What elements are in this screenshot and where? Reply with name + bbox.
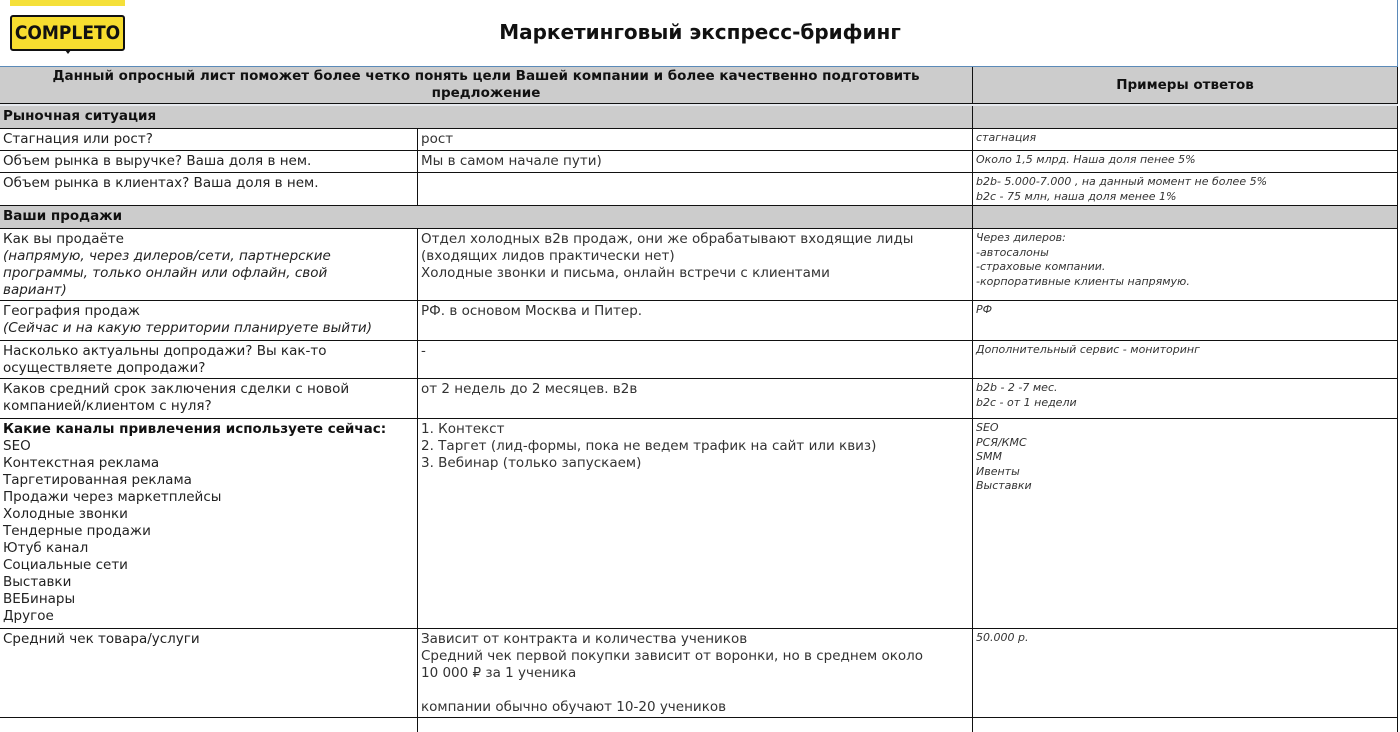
section-title: Ваши продажи	[3, 208, 123, 224]
channel-item: SEO	[3, 438, 31, 454]
table-row	[0, 151, 1398, 173]
example-text: Ивенты	[976, 464, 1020, 478]
examples-header: Примеры ответов	[972, 67, 1398, 103]
channel-item: Ютуб канал	[3, 540, 89, 556]
question-note: (Сейчас и на какую территории планируете выйти)	[3, 320, 372, 336]
answer-text: Мы в самом начале пути)	[421, 153, 602, 169]
example-text: -страховые компании.	[976, 260, 1106, 273]
completo-logo	[10, 15, 125, 51]
logo-pointer	[65, 50, 71, 54]
answer-text: Зависит от контракта и количества учеников	[421, 631, 748, 647]
answer-cell[interactable]	[417, 301, 972, 340]
page-title: Маркетинговый экспресс-брифинг	[499, 20, 901, 44]
table-row	[0, 341, 1398, 379]
question-cell	[0, 173, 417, 205]
answer-text: 10 000 ₽ за 1 ученика	[421, 665, 577, 681]
question-cell	[0, 718, 417, 732]
logo-accent-bar	[10, 0, 125, 6]
question-text: Как вы продаёте	[3, 231, 124, 247]
example-cell	[972, 718, 1398, 732]
example-text: b2b - 2 -7 мес.	[976, 381, 1058, 394]
answer-text	[421, 682, 969, 699]
example-cell	[972, 301, 1398, 340]
answer-text: рост	[421, 131, 454, 147]
answer-cell[interactable]	[417, 229, 972, 300]
table-header-row	[0, 67, 1398, 104]
example-text: SEO	[976, 421, 999, 434]
frame-border	[1397, 0, 1398, 67]
example-text: b2c - 75 млн, наша доля менее 1%	[976, 189, 1177, 203]
example-text: РСЯ/КМС	[976, 435, 1027, 449]
answer-cell[interactable]	[417, 173, 972, 205]
question-cell	[0, 301, 417, 340]
question-cell	[0, 379, 417, 418]
table-row	[0, 629, 1398, 718]
answer-text: -	[421, 343, 426, 359]
table-row	[0, 173, 1398, 206]
answer-text: (входящих лидов практически нет)	[421, 248, 675, 264]
section-row-market	[0, 106, 1398, 129]
answer-text: Отдел холодных в2в продаж, они же обрабатывают входящие лиды	[421, 231, 914, 247]
example-text: Дополнительный сервис - мониторинг	[976, 343, 1200, 356]
question-text: Объем рынка в клиентах? Ваша доля в нем.	[3, 175, 319, 191]
channel-item: ВЕБинары	[3, 591, 76, 607]
table-row	[0, 129, 1398, 151]
channel-item: Контекстная реклама	[3, 455, 160, 471]
channel-item: Тендерные продажи	[3, 523, 151, 539]
answer-cell[interactable]	[417, 718, 972, 732]
question-note: (напрямую, через дилеров/сети, партнерские программы, только онлайн или офлайн, свой вариант)	[3, 248, 331, 298]
question-text: Стагнация или рост?	[3, 131, 153, 147]
answer-text: Холодные звонки и письма, онлайн встречи с клиентами	[421, 265, 830, 281]
answer-text: 1. Контекст	[421, 421, 505, 437]
table-row	[0, 229, 1398, 301]
channel-item: Таргетированная реклама	[3, 472, 192, 488]
channel-item: Социальные сети	[3, 557, 128, 573]
table-row	[0, 301, 1398, 341]
example-cell	[972, 229, 1398, 300]
question-cell	[0, 129, 417, 150]
example-cell	[972, 341, 1398, 378]
question-text: География продаж	[3, 303, 140, 319]
question-cell	[0, 341, 417, 378]
example-text: Через дилеров:	[976, 231, 1066, 244]
example-text: Около 1,5 млрд. Наша доля пенее 5%	[976, 153, 1196, 166]
channel-item: Холодные звонки	[3, 506, 128, 522]
table-row	[0, 379, 1398, 419]
channel-item: Продажи через маркетплейсы	[3, 489, 222, 505]
question-text: Насколько актуальны допродажи? Вы как-то осуществляете допродажи?	[3, 343, 327, 376]
section-example-cell	[972, 206, 1398, 228]
example-text: стагнация	[976, 131, 1037, 144]
question-text: Какие каналы привлечения используете сейчас:	[3, 421, 387, 437]
table-row-empty	[0, 718, 1398, 732]
question-cell	[0, 629, 417, 717]
example-cell	[972, 129, 1398, 150]
table-row	[0, 419, 1398, 629]
question-text: Каков средний срок заключения сделки с новой компанией/клиентом с нуля?	[3, 381, 350, 414]
example-text: 50.000 р.	[976, 631, 1029, 644]
example-text: b2b- 5.000-7.000 , на данный момент не более 5%	[976, 175, 1268, 188]
example-text: SMM	[976, 450, 1002, 463]
channel-item: Другое	[3, 608, 54, 624]
section-example-cell	[972, 106, 1398, 128]
answer-cell[interactable]	[417, 379, 972, 418]
channel-item: Выставки	[3, 574, 72, 590]
example-cell	[972, 173, 1398, 205]
example-text: b2c - от 1 недели	[976, 395, 1077, 409]
answer-cell[interactable]	[417, 629, 972, 717]
question-cell	[0, 419, 417, 628]
answer-cell[interactable]	[417, 419, 972, 628]
section-title: Рыночная ситуация	[3, 108, 157, 124]
example-cell	[972, 419, 1398, 628]
example-text: -автосалоны	[976, 245, 1049, 259]
logo-text: COMPLETO	[14, 22, 121, 44]
example-text: РФ	[976, 303, 993, 316]
question-text: Объем рынка в выручке? Ваша доля в нем.	[3, 153, 312, 169]
example-cell	[972, 151, 1398, 172]
answer-text: от 2 недель до 2 месяцев. в2в	[421, 381, 638, 397]
answer-cell[interactable]	[417, 341, 972, 378]
question-cell	[0, 151, 417, 172]
answer-text: компании обычно обучают 10-20 учеников	[421, 699, 727, 715]
answer-text: РФ. в основом Москва и Питер.	[421, 303, 643, 319]
example-text: -корпоративные клиенты напрямую.	[976, 274, 1190, 288]
answer-cell[interactable]	[417, 151, 972, 172]
example-text: Выставки	[976, 479, 1032, 492]
answer-text: 3. Вебинар (только запускаем)	[421, 455, 642, 471]
question-text: Средний чек товара/услуги	[3, 631, 200, 647]
intro-header: Данный опросный лист поможет более четко понять цели Вашей компании и более качественно подготовить предложение	[52, 68, 920, 101]
answer-cell[interactable]	[417, 129, 972, 150]
section-row-sales	[0, 206, 1398, 229]
example-cell	[972, 629, 1398, 717]
question-cell	[0, 229, 417, 300]
example-cell	[972, 379, 1398, 418]
answer-text: Средний чек первой покупки зависит от воронки, но в среднем около	[421, 648, 924, 664]
answer-text: 2. Таргет (лид-формы, пока не ведем трафик на сайт или квиз)	[421, 438, 877, 454]
